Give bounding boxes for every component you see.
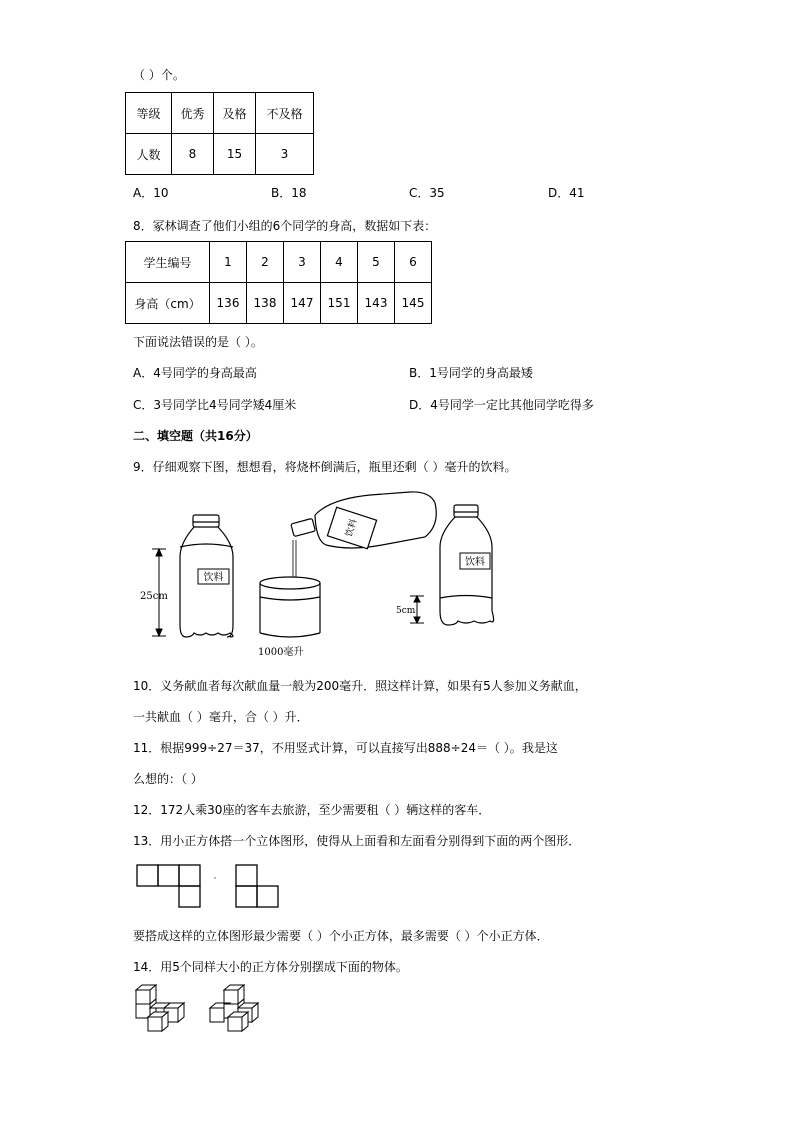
table-cell: 3 xyxy=(256,134,314,175)
q8-table xyxy=(125,241,432,324)
q13-stem: 13．用小正方体搭一个立体图形，使得从上面看和左面看分别得到下面的两个图形． xyxy=(133,834,581,848)
table-cell: 15 xyxy=(214,134,256,175)
table-cell: 及格 xyxy=(214,93,256,134)
q8-option-a: A．4号同学的身高最高 xyxy=(133,366,257,380)
q10-line2: 一共献血（ ）毫升，合（ ）升． xyxy=(133,710,309,724)
section-title: 二、填空题（共16分） xyxy=(133,429,258,443)
table-cell: 8 xyxy=(172,134,214,175)
table-cell: 145 xyxy=(395,283,432,324)
table-cell: 3 xyxy=(284,242,321,283)
table-cell: 人数 xyxy=(126,134,172,175)
cup-figure xyxy=(260,577,320,637)
table-cell: 147 xyxy=(284,283,321,324)
cube-object-1 xyxy=(136,985,184,1031)
q7-tail: （ ）个。 xyxy=(133,68,185,82)
table-cell: 151 xyxy=(321,283,358,324)
table-cell: 优秀 xyxy=(172,93,214,134)
height-label-25cm: 25cm xyxy=(140,591,168,602)
q9-figure xyxy=(130,485,530,665)
table-cell: 2 xyxy=(247,242,284,283)
table-cell: 学生编号 xyxy=(126,242,210,283)
cup-label: 1000毫升 xyxy=(258,647,304,658)
q11-line2: 么想的：（ ） xyxy=(133,772,203,786)
q13-answer: 要搭成这样的立体图形最少需要（ ）个小正方体，最多需要（ ）个小正方体． xyxy=(133,929,549,943)
q14-stem: 14．用5个同样大小的正方体分别摆成下面的物体。 xyxy=(133,960,408,974)
q12-text: 12．172人乘30座的客车去旅游，至少需要租（ ）辆这样的客车． xyxy=(133,803,491,817)
table-cell: 不及格 xyxy=(256,93,314,134)
height-label-5cm: 5cm xyxy=(396,606,416,616)
q8-stem: 8．冢林调查了他们小组的6个同学的身高，数据如下表： xyxy=(133,219,437,233)
table-cell: 等级 xyxy=(126,93,172,134)
q8-option-c: C．3号同学比4号同学矮4厘米 xyxy=(133,398,297,412)
table-cell: 1 xyxy=(210,242,247,283)
table-cell: 143 xyxy=(358,283,395,324)
bottle-label-right: 饮料 xyxy=(465,557,485,568)
bottle-label-pouring: 饮料 xyxy=(344,517,360,539)
q14-cubes-figure xyxy=(128,982,278,1038)
q8-option-b: B．1号同学的身高最矮 xyxy=(409,366,533,380)
q10-line1: 10．义务献血者每次献血量一般为200毫升．照这样计算，如果有5人参加义务献血， xyxy=(133,679,587,693)
q7-option-b: B．18 xyxy=(271,186,307,200)
left-view-shape xyxy=(236,865,278,907)
q7-option-c: C．35 xyxy=(409,186,445,200)
q7-table xyxy=(125,92,314,175)
pour-stream xyxy=(293,540,296,577)
q8-option-d: D．4号同学一定比其他同学吃得多 xyxy=(409,398,594,412)
table-cell: 5 xyxy=(358,242,395,283)
pouring-bottle-figure xyxy=(291,492,436,549)
q8-question: 下面说法错误的是（ ）。 xyxy=(133,335,263,349)
bottle-label-left: 饮料 xyxy=(203,572,224,584)
table-cell: 136 xyxy=(210,283,247,324)
cube-object-2 xyxy=(210,985,258,1031)
q7-option-d: D．41 xyxy=(548,186,585,200)
table-cell: 138 xyxy=(247,283,284,324)
q9-stem: 9．仔细观察下图，想想看，将烧杯倒满后，瓶里还剩（ ）毫升的饮料。 xyxy=(133,460,517,474)
q13-views-figure xyxy=(130,860,290,916)
q11-line1: 11．根据999÷27＝37，不用竖式计算，可以直接写出888÷24＝（ ）。我是这 xyxy=(133,741,558,755)
table-cell: 身高（cm） xyxy=(126,283,210,324)
table-cell: 6 xyxy=(395,242,432,283)
top-view-shape xyxy=(137,865,200,907)
q7-option-a: A．10 xyxy=(133,186,169,200)
table-cell: 4 xyxy=(321,242,358,283)
